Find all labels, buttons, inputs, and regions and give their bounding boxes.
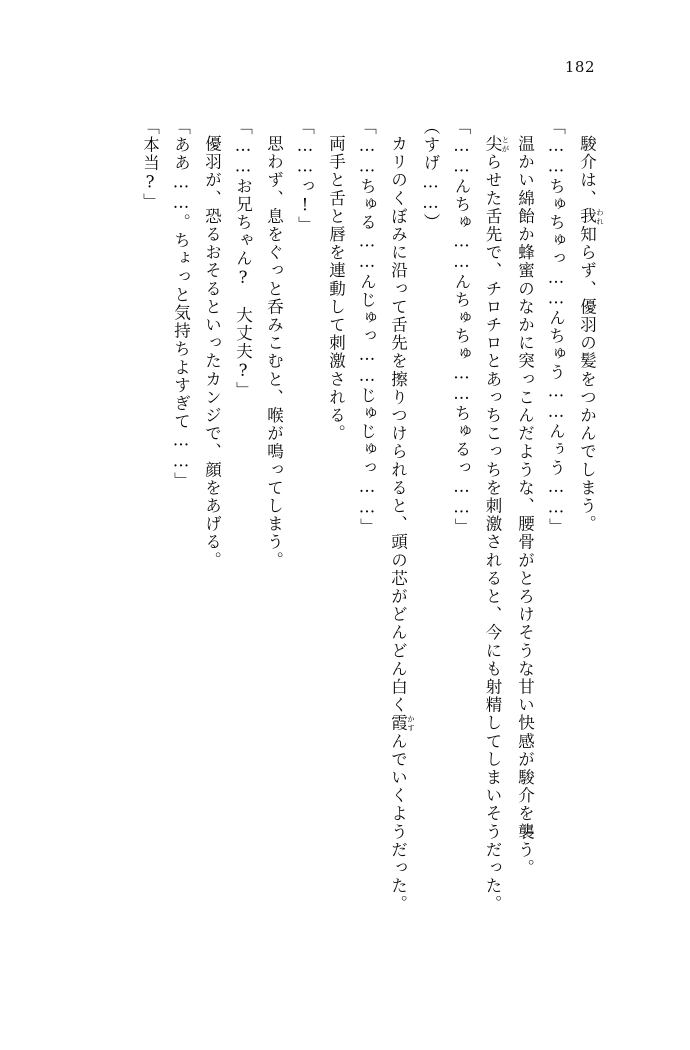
paragraph: 「本当?」 xyxy=(140,118,160,211)
paragraph: 「……お兄ちゃん? 大丈夫?」 xyxy=(233,118,253,400)
paragraph: 優羽が、恐るおそるといったカンジで、顔をあげる。 xyxy=(202,134,222,569)
ruby-toga: 尖 とが xyxy=(483,134,510,153)
paragraph: 「ああ……。ちょっと気持ちよすぎて……」 xyxy=(171,118,191,490)
paragraph: （すげ……） xyxy=(421,118,440,232)
paragraph: 「……っ!」 xyxy=(295,118,315,235)
ruby-ware: 我 われ xyxy=(577,206,605,226)
page-text-body xyxy=(74,118,604,948)
paragraph: 「……ちゅちゅっ……んちゅう……んぅう……」 xyxy=(546,118,566,537)
paragraph: 「……んちゅ……んちゅちゅ……ちゅるっ……」 xyxy=(452,118,471,537)
paragraph: カリのくぼみに沿って舌先を擦りつけられると、頭の芯がどんどん白く霞 かすんでいくようだった。 xyxy=(388,134,416,913)
paragraph: 両手と舌と唇を連動して刺激される。 xyxy=(326,134,346,443)
ruby-kasu: 霞 かす xyxy=(388,713,416,732)
page-number: 182 xyxy=(564,58,595,76)
paragraph: 温かい綿飴か蜂蜜のなかに突っこんだような、腰骨がとろけそうな甘い快感が駿介を襲う。 xyxy=(515,134,535,877)
paragraph: 思わず、息をぐっと呑みこむと、喉が鳴ってしまう。 xyxy=(264,134,284,569)
paragraph: 尖 とがらせた舌先で、チロチロとあっちこっちを刺激されると、今にも射精してしまいそうだった。 xyxy=(483,134,510,913)
paragraph: 駿介は、我 われ知らず、優羽の髪をつかんでしまう。 xyxy=(577,134,605,533)
paragraph: 「……ちゅる……んじゅっ……じゅじゅっ……」 xyxy=(357,118,377,537)
